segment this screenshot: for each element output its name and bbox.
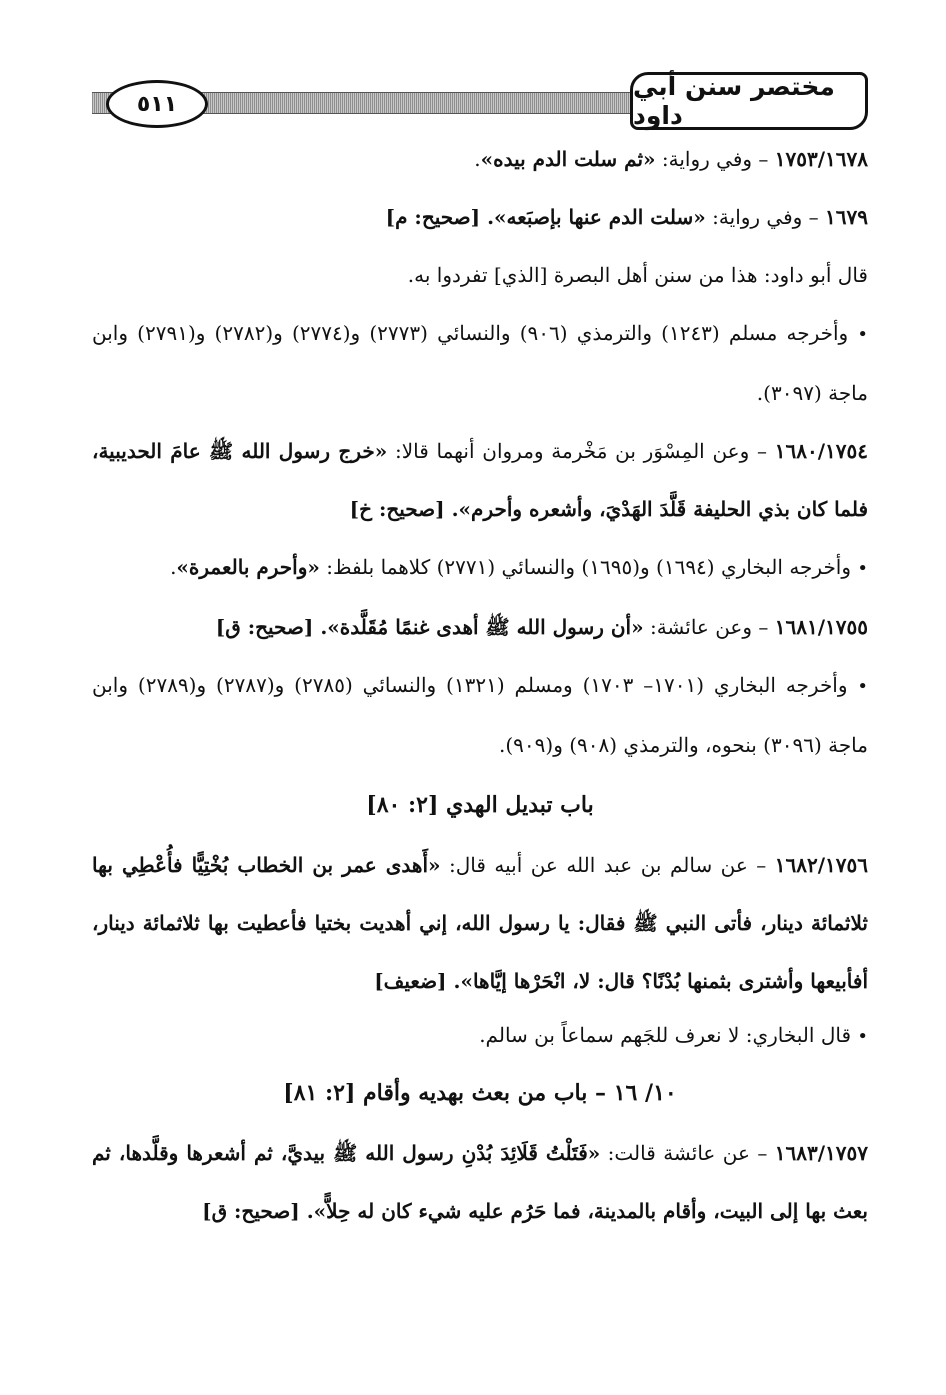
hadith-tail: . [474,147,481,171]
hadith-text: – وفي رواية: [705,205,826,229]
hadith-number: ١٧٥٣/١٦٧٨ [774,147,868,171]
hadith-text: – وعن المِسْوَر بن مَخْرمة ومروان أنهما قالا: [387,439,775,463]
hadith-text: – عن سالم بن عبد الله عن أبيه قال: [440,853,775,877]
note-text: وأخرجه مسلم (١٢٤٣) والترمذي (٩٠٦) والنسائي (٢٧٧٣) و(٢٧٧٤) و(٢٧٨٢) و(٢٧٩١) وابن ماجة (٣٠٩٧). [92,321,868,405]
hadith-1754 [92,422,868,538]
hadith-1753 [92,130,868,188]
hadith-1755 [92,598,868,656]
hadith-1757 [92,1124,868,1240]
hadith-1679 [92,188,868,246]
bukhari-comment [92,1010,868,1062]
hadith-quote: «أَهدى عمر بن الخطاب بُخْتِيًّا فأُعْطِي بها ثلاثمائة دينار، فأتى النبي ﷺ فقال: يا رسول الله، إني أهديت بختيا فأعطيت بها ثلاثمائة دينار، أفأبيعها وأشترى بثمنها بُدْنًا؟ قال: لا، انْحَرْها إيَّاها». [ضعيف] [92,853,868,993]
bullet-icon: • [857,558,868,579]
bullet-icon: • [857,676,869,697]
hadith-number: ١٦٨١/١٧٥٥ [774,615,868,639]
hadith-number: ١٦٨٣/١٧٥٧ [774,1141,868,1165]
takhrij-note [92,538,868,598]
page-number: ٥١١ [106,80,208,128]
note-tail: . [170,555,177,579]
note-text: وأخرجه البخاري (١٧٠١– ١٧٠٣) ومسلم (١٣٢١) والنسائي (٢٧٨٥) و(٢٧٨٧) و(٢٧٨٩) وابن ماجة (٣٠٩٦) بنحوه، والترمذي (٩٠٨) و(٩٠٩). [92,673,868,757]
takhrij-note [92,304,868,422]
page-body [92,130,868,1240]
abu-dawud-comment [92,246,868,304]
note-text: قال البخاري: لا نعرف للجَهم سماعاً بن سالم. [479,1023,858,1047]
hadith-quote: «سلت الدم عنها بإصبَعه». [صحيح: م] [385,205,706,229]
chapter-heading: ١٠/ ١٦ – باب من بعث بهديه وأقام [٢: ٨١] [283,1080,677,1106]
bullet-icon: • [857,1026,868,1047]
hadith-number: ١٦٧٩ [825,205,868,229]
bullet-icon: • [857,324,868,345]
hadith-number: ١٦٨٠/١٧٥٤ [774,439,868,463]
note-text: وأخرجه البخاري (١٦٩٤) و(١٦٩٥) والنسائي (٢٧٧١) كلاهما بلفظ: [319,555,858,579]
hadith-text: – وفي رواية: [655,147,775,171]
hadith-text: – وعن عائشة: [643,615,775,639]
page-header [92,72,868,130]
hadith-text: – عن عائشة قالت: [600,1141,775,1165]
hadith-number: ١٦٨٢/١٧٥٦ [774,853,868,877]
hadith-quote: «ثم سلت الدم بيده» [480,147,656,171]
hadith-quote: «خرج رسول الله ﷺ عامَ الحديبية، فلما كان بذي الحليفة قَلَّدَ الهَدْيَ، وأشعره وأحرم». [صحيح: خ] [92,439,868,521]
note-quote: «وأحرم بالعمرة» [176,555,320,579]
hadith-1756 [92,836,868,1010]
book-title: مختصر سنن أبي داود [630,72,868,130]
takhrij-note [92,656,868,774]
hadith-quote: «أن رسول الله ﷺ أهدى غنمًا مُقَلَّدة». [صحيح: ق] [215,615,644,639]
comment-text: قال أبو داود: هذا من سنن أهل البصرة [الذي] تفردوا به. [407,263,868,287]
hadith-quote: «فَتَلْتُ قَلَائِدَ بُدْنِ رسول الله ﷺ بيديَّ، ثم أشعرها وقلَّدها، ثم بعث بها إلى البيت، وأقام بالمدينة، فما حَرُم عليه شيء كان له حِلاًّ». [صحيح: ق] [92,1141,868,1223]
chapter-heading: باب تبديل الهدي [٢: ٨٠] [366,792,594,818]
